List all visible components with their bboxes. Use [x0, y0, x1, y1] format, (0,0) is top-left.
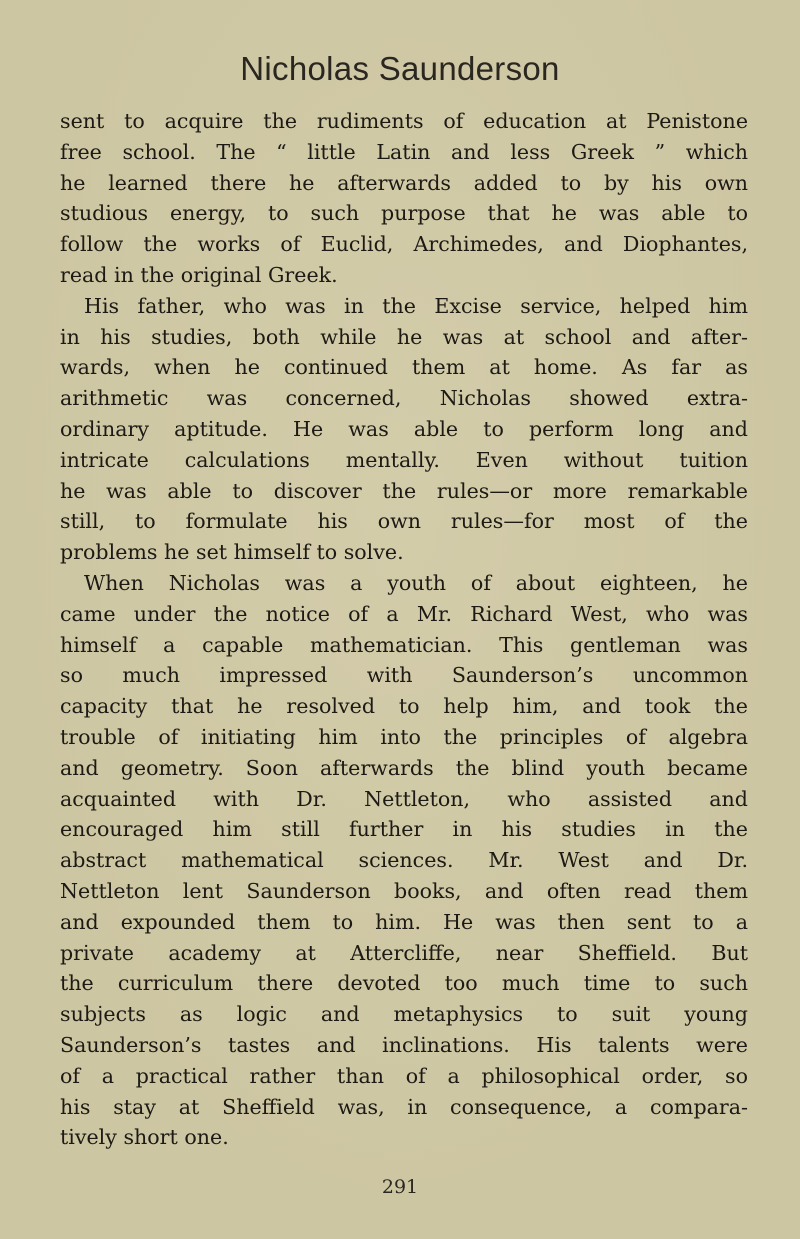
body-text [60, 106, 748, 1153]
text-line: so much impressed with Saunderson’s uncommon [60, 663, 748, 688]
text-line: studious energy, to such purpose that he was able to [60, 201, 748, 226]
text-line: arithmetic was concerned, Nicholas showed extra- [60, 386, 748, 411]
text-line: he was able to discover the rules—or more remarkable [60, 478, 748, 503]
text-line: his stay at Sheffield was, in consequence, a compara- [60, 1094, 748, 1119]
text-line: His father, who was in the Excise service, helped him [84, 293, 748, 318]
text-line: wards, when he continued them at home. As far as [60, 355, 748, 380]
text-line: himself a capable mathematician. This gentleman was [60, 632, 748, 657]
text-line: ordinary aptitude. He was able to perform long and [60, 416, 748, 441]
text-line: of a practical rather than of a philosophical order, so [60, 1063, 748, 1088]
text-line: Nettleton lent Saunderson books, and often read them [60, 878, 748, 903]
text-line: read in the original Greek. [60, 262, 338, 287]
text-line: follow the works of Euclid, Archimedes, and Diophantes, [60, 232, 748, 257]
text-line: tively short one. [60, 1125, 229, 1150]
running-head: Nicholas Saunderson [240, 50, 560, 87]
text-line: in his studies, both while he was at school and after- [60, 324, 748, 349]
text-line: When Nicholas was a youth of about eighteen, he [84, 570, 748, 595]
text-line: capacity that he resolved to help him, and took the [60, 694, 748, 719]
text-line: sent to acquire the rudiments of education at Penistone [60, 109, 748, 133]
text-line: subjects as logic and metaphysics to suit young [60, 1002, 748, 1027]
text-line: Saunderson’s tastes and inclinations. His talents were [60, 1032, 748, 1057]
text-line: abstract mathematical sciences. Mr. West and Dr. [60, 848, 748, 873]
text-line: private academy at Attercliffe, near Sheffield. But [60, 940, 748, 965]
text-line: the curriculum there devoted too much time to such [60, 971, 748, 996]
text-line: came under the notice of a Mr. Richard West, who was [60, 601, 748, 626]
text-line: still, to formulate his own rules—for most of the [60, 509, 748, 534]
text-line: free school. The “ little Latin and less Greek ” which [60, 139, 748, 164]
text-line: and expounded them to him. He was then sent to a [60, 909, 748, 934]
text-line: encouraged him still further in his studies in the [60, 817, 748, 842]
text-line: intricate calculations mentally. Even without tuition [60, 447, 748, 472]
text-line: he learned there he afterwards added to by his own [60, 170, 748, 195]
text-line: trouble of initiating him into the principles of algebra [60, 724, 748, 749]
text-line: acquainted with Dr. Nettleton, who assisted and [60, 786, 748, 811]
text-line: problems he set himself to solve. [60, 540, 404, 565]
page-number: 291 [381, 1176, 419, 1198]
text-line: and geometry. Soon afterwards the blind youth became [60, 755, 748, 780]
